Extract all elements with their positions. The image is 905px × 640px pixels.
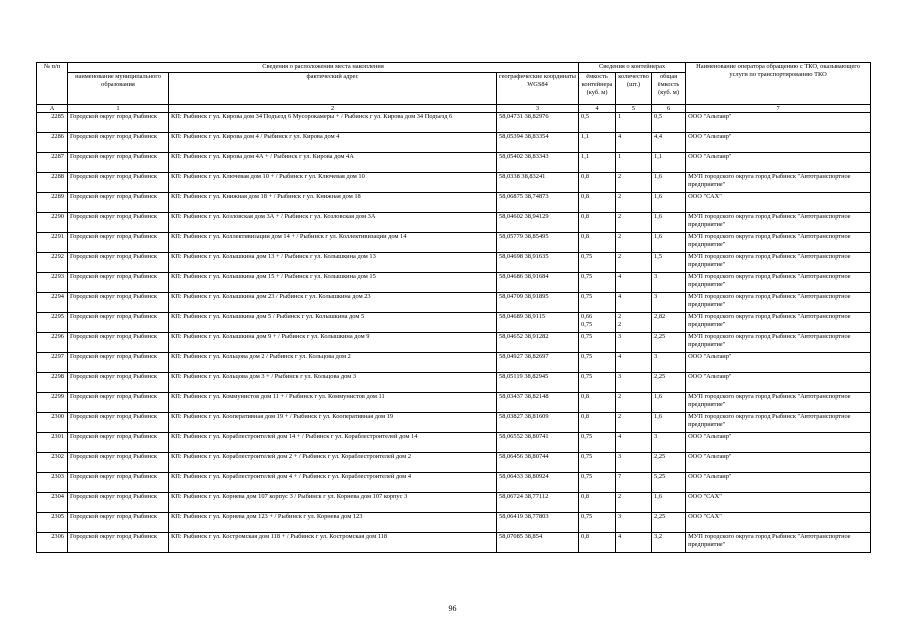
cell-coords: 58,04709 38,91895 <box>497 293 579 313</box>
cell-operator: МУП городского округа город Рыбинск "Автотранспортное предприятие" <box>686 213 871 233</box>
cell-quantity: 2 <box>616 393 652 413</box>
column-index: 7 <box>686 105 871 113</box>
cell-coords: 58,04602 38,94129 <box>497 213 579 233</box>
cell-total: 1,1 <box>652 153 686 173</box>
cell-coords: 58,05779 38,85495 <box>497 233 579 253</box>
table-row <box>37 493 871 513</box>
cell-capacity: 0,75 <box>579 253 616 273</box>
cell-coords: 58,04731 38,82976 <box>497 113 579 133</box>
cell-municipality: Городской округ город Рыбинск <box>68 273 169 293</box>
cell-coords: 58,03827 38,81609 <box>497 413 579 433</box>
table-row <box>37 533 871 553</box>
cell-coords: 58,06724 38,77112 <box>497 493 579 513</box>
cell-address: КП: Рыбинск г ул. Кольцова дом 3 + / Рыбинск г ул. Кольцова дом 3 <box>169 373 497 393</box>
table-row <box>37 253 871 273</box>
cell-operator: МУП городского округа город Рыбинск "Автотранспортное предприятие" <box>686 273 871 293</box>
cell-address: КП: Рыбинск г ул. Козловская дом 3А + / Рыбинск г ул. Козловская дом 3А <box>169 213 497 233</box>
table-row <box>37 273 871 293</box>
cell-total: 3 <box>652 273 686 293</box>
cell-operator: ООО "Альтаир" <box>686 113 871 133</box>
cell-coords: 58,06456 38,80744 <box>497 453 579 473</box>
header-total: общая ёмкость (куб. м) <box>652 73 686 105</box>
cell-coords: 58,06419 38,77803 <box>497 513 579 533</box>
cell-address: КП: Рыбинск г ул. Кольцова дом 2 / Рыбинск г ул. Кольцова дом 2 <box>169 353 497 373</box>
cell-capacity: 0,75 <box>579 513 616 533</box>
cell-total: 5,25 <box>652 473 686 493</box>
cell-total: 1,6 <box>652 233 686 253</box>
cell-capacity: 0,8 <box>579 413 616 433</box>
cell-address: КП: Рыбинск г ул. Ключевая дом 10 + / Рыбинск г ул. Ключевая дом 10 <box>169 173 497 193</box>
cell-number: 2305 <box>37 513 68 533</box>
cell-total: 0,5 <box>652 113 686 133</box>
cell-address: КП: Рыбинск г ул. Колышкина дом 9 + / Рыбинск г ул. Колышкина дом 9 <box>169 333 497 353</box>
cell-coords: 58,07085 38,854 <box>497 533 579 553</box>
cell-municipality: Городской округ город Рыбинск <box>68 353 169 373</box>
cell-municipality: Городской округ город Рыбинск <box>68 433 169 453</box>
column-index: 3 <box>497 105 579 113</box>
cell-total: 2,25 <box>652 333 686 353</box>
cell-number: 2303 <box>37 473 68 493</box>
cell-total: 1,6 <box>652 213 686 233</box>
cell-quantity: 4 <box>616 533 652 553</box>
header-capacity: ёмкость контейнера (куб. м) <box>579 73 616 105</box>
cell-quantity: 1 <box>616 153 652 173</box>
cell-quantity: 2 <box>616 233 652 253</box>
cell-address: КП: Рыбинск г ул. Кораблестроителей дом 2 + / Рыбинск г ул. Кораблестроителей дом 2 <box>169 453 497 473</box>
table-row <box>37 213 871 233</box>
cell-municipality: Городской округ город Рыбинск <box>68 153 169 173</box>
cell-operator: МУП городского округа город Рыбинск "Автотранспортное предприятие" <box>686 333 871 353</box>
cell-address: КП: Рыбинск г ул. Колышкина дом 15 + / Рыбинск г ул. Колышкина дом 15 <box>169 273 497 293</box>
cell-quantity: 3 <box>616 453 652 473</box>
column-index: 4 <box>579 105 616 113</box>
cell-capacity: 0,75 <box>579 333 616 353</box>
table-row <box>37 173 871 193</box>
header-location-group: Сведения о расположении места накопления <box>68 63 579 73</box>
cell-address: КП: Рыбинск г ул. Кирова дом 34 Подъезд 6 Мусорокамеры + / Рыбинск г ул. Кирова дом 34 Подъезд 6 <box>169 113 497 133</box>
cell-municipality: Городской округ город Рыбинск <box>68 373 169 393</box>
header-municipality: наименование муниципального образования <box>68 73 169 105</box>
cell-quantity: 2 2 <box>616 313 652 333</box>
table-row <box>37 333 871 353</box>
cell-municipality: Городской округ город Рыбинск <box>68 473 169 493</box>
cell-operator: ООО "Альтаир" <box>686 373 871 393</box>
cell-quantity: 3 <box>616 373 652 393</box>
cell-capacity: 1,1 <box>579 153 616 173</box>
cell-address: КП: Рыбинск г ул. Кораблестроителей дом 14 + / Рыбинск г ул. Кораблестроителей дом 14 <box>169 433 497 453</box>
cell-operator: ООО "САХ" <box>686 193 871 213</box>
cell-capacity: 0,8 <box>579 493 616 513</box>
cell-operator: ООО "Альтаир" <box>686 473 871 493</box>
cell-capacity: 0,75 <box>579 433 616 453</box>
cell-quantity: 2 <box>616 213 652 233</box>
header-coords: географические координаты WGS84 <box>497 73 579 105</box>
cell-capacity: 0,75 <box>579 453 616 473</box>
cell-number: 2297 <box>37 353 68 373</box>
cell-capacity: 0,8 <box>579 173 616 193</box>
cell-total: 1,6 <box>652 413 686 433</box>
cell-number: 2285 <box>37 113 68 133</box>
cell-municipality: Городской округ город Рыбинск <box>68 193 169 213</box>
cell-coords: 58,06875 38,74873 <box>497 193 579 213</box>
table-row <box>37 313 871 333</box>
cell-quantity: 4 <box>616 273 652 293</box>
cell-coords: 58,04698 38,91635 <box>497 253 579 273</box>
cell-number: 2299 <box>37 393 68 413</box>
header-address: фактический адрес <box>169 73 497 105</box>
cell-operator: МУП городского округа город Рыбинск "Автотранспортное предприятие" <box>686 313 871 333</box>
cell-operator: МУП городского округа город Рыбинск "Автотранспортное предприятие" <box>686 413 871 433</box>
cell-operator: МУП городского округа город Рыбинск "Автотранспортное предприятие" <box>686 393 871 413</box>
cell-number: 2294 <box>37 293 68 313</box>
header-number: № п/п <box>37 63 68 105</box>
cell-quantity: 4 <box>616 293 652 313</box>
table-header <box>37 63 871 113</box>
cell-quantity: 2 <box>616 193 652 213</box>
cell-number: 2295 <box>37 313 68 333</box>
cell-operator: МУП городского округа город Рыбинск "Автотранспортное предприятие" <box>686 173 871 193</box>
cell-total: 2,25 <box>652 513 686 533</box>
cell-address: КП: Рыбинск г ул. Корнева дом 123 + / Рыбинск г ул. Корнева дом 123 <box>169 513 497 533</box>
cell-quantity: 3 <box>616 333 652 353</box>
cell-coords: 58,06552 38,80741 <box>497 433 579 453</box>
cell-total: 3 <box>652 433 686 453</box>
cell-municipality: Городской округ город Рыбинск <box>68 313 169 333</box>
table-row <box>37 373 871 393</box>
cell-number: 2290 <box>37 213 68 233</box>
cell-municipality: Городской округ город Рыбинск <box>68 293 169 313</box>
cell-municipality: Городской округ город Рыбинск <box>68 233 169 253</box>
cell-municipality: Городской округ город Рыбинск <box>68 333 169 353</box>
cell-address: КП: Рыбинск г ул. Костромская дом 118 + / Рыбинск г ул. Костромская дом 118 <box>169 533 497 553</box>
cell-municipality: Городской округ город Рыбинск <box>68 533 169 553</box>
cell-number: 2304 <box>37 493 68 513</box>
cell-number: 2298 <box>37 373 68 393</box>
cell-coords: 58,04927 38,82697 <box>497 353 579 373</box>
table-row <box>37 413 871 433</box>
cell-address: КП: Рыбинск г ул. Кооперативная дом 19 + / Рыбинск г ул. Кооперативная дом 19 <box>169 413 497 433</box>
cell-operator: ООО "Альтаир" <box>686 453 871 473</box>
cell-quantity: 4 <box>616 353 652 373</box>
cell-municipality: Городской округ город Рыбинск <box>68 513 169 533</box>
header-quantity: количество (шт.) <box>616 73 652 105</box>
cell-total: 1,5 <box>652 253 686 273</box>
column-index: 5 <box>616 105 652 113</box>
cell-coords: 58,05119 38,82945 <box>497 373 579 393</box>
cell-municipality: Городской округ город Рыбинск <box>68 133 169 153</box>
cell-number: 2306 <box>37 533 68 553</box>
cell-total: 1,6 <box>652 393 686 413</box>
cell-address: КП: Рыбинск г ул. Книжная дом 18 + / Рыбинск г ул. Книжная дом 18 <box>169 193 497 213</box>
cell-quantity: 1 <box>616 113 652 133</box>
cell-capacity: 0,66 0,75 <box>579 313 616 333</box>
registry-table <box>36 62 871 553</box>
header-containers-group: Сведения о контейнерах <box>579 63 686 73</box>
table-row <box>37 433 871 453</box>
cell-address: КП: Рыбинск г ул. Коллективизации дом 14 + / Рыбинск г ул. Коллективизации дом 14 <box>169 233 497 253</box>
cell-quantity: 2 <box>616 493 652 513</box>
cell-operator: ООО "Альтаир" <box>686 133 871 153</box>
column-index: 2 <box>169 105 497 113</box>
cell-number: 2287 <box>37 153 68 173</box>
table-row <box>37 233 871 253</box>
cell-operator: МУП городского округа город Рыбинск "Автотранспортное предприятие" <box>686 253 871 273</box>
table-row <box>37 193 871 213</box>
cell-capacity: 0,8 <box>579 193 616 213</box>
cell-address: КП: Рыбинск г ул. Кирова дом 4 / Рыбинск г ул. Кирова дом 4 <box>169 133 497 153</box>
cell-address: КП: Рыбинск г ул. Колышкина дом 5 / Рыбинск г ул. Колышкина дом 5 <box>169 313 497 333</box>
cell-operator: ООО "САХ" <box>686 513 871 533</box>
cell-coords: 58,05402 38,83343 <box>497 153 579 173</box>
cell-quantity: 2 <box>616 253 652 273</box>
header-operator: Наименование оператора обращению с ТКО, оказывающего услуги по транспортированию ТКО <box>686 63 871 105</box>
table-row <box>37 293 871 313</box>
cell-total: 1,6 <box>652 173 686 193</box>
cell-operator: ООО "Альтаир" <box>686 153 871 173</box>
cell-capacity: 0,75 <box>579 293 616 313</box>
cell-municipality: Городской округ город Рыбинск <box>68 393 169 413</box>
cell-address: КП: Рыбинск г ул. Коммунистов дом 11 + / Рыбинск г ул. Коммунистов дом 11 <box>169 393 497 413</box>
cell-coords: 58,04652 38,91282 <box>497 333 579 353</box>
cell-total: 3 <box>652 293 686 313</box>
column-index: 6 <box>652 105 686 113</box>
cell-total: 2,25 <box>652 373 686 393</box>
cell-address: КП: Рыбинск г ул. Колышкина дом 23 / Рыбинск г ул. Колышкина дом 23 <box>169 293 497 313</box>
column-index: А <box>37 105 68 113</box>
cell-number: 2288 <box>37 173 68 193</box>
cell-capacity: 0,75 <box>579 273 616 293</box>
cell-number: 2301 <box>37 433 68 453</box>
table-row <box>37 153 871 173</box>
cell-total: 3 <box>652 353 686 373</box>
cell-quantity: 2 <box>616 413 652 433</box>
cell-quantity: 4 <box>616 433 652 453</box>
cell-coords: 58,04689 38,9115 <box>497 313 579 333</box>
cell-number: 2289 <box>37 193 68 213</box>
cell-operator: МУП городского округа город Рыбинск "Автотранспортное предприятие" <box>686 233 871 253</box>
cell-municipality: Городской округ город Рыбинск <box>68 253 169 273</box>
cell-operator: ООО "Альтаир" <box>686 353 871 373</box>
cell-operator: ООО "САХ" <box>686 493 871 513</box>
table-row <box>37 353 871 373</box>
cell-number: 2291 <box>37 233 68 253</box>
table-row <box>37 113 871 133</box>
cell-total: 1,6 <box>652 493 686 513</box>
cell-capacity: 0,75 <box>579 373 616 393</box>
table-body <box>37 113 871 553</box>
page-number: 96 <box>448 604 457 613</box>
column-index: 1 <box>68 105 169 113</box>
cell-quantity: 2 <box>616 173 652 193</box>
cell-total: 2,82 <box>652 313 686 333</box>
cell-municipality: Городской округ город Рыбинск <box>68 173 169 193</box>
cell-address: КП: Рыбинск г ул. Кирова дом 4А + / Рыбинск г ул. Кирова дом 4А <box>169 153 497 173</box>
table-row <box>37 453 871 473</box>
cell-coords: 58,04686 38,91684 <box>497 273 579 293</box>
cell-capacity: 1,1 <box>579 133 616 153</box>
cell-municipality: Городской округ город Рыбинск <box>68 213 169 233</box>
cell-quantity: 7 <box>616 473 652 493</box>
cell-municipality: Городской округ город Рыбинск <box>68 413 169 433</box>
cell-coords: 58,0338 38,83241 <box>497 173 579 193</box>
cell-municipality: Городской округ город Рыбинск <box>68 493 169 513</box>
cell-coords: 58,03437 38,82148 <box>497 393 579 413</box>
cell-total: 2,25 <box>652 453 686 473</box>
table-row <box>37 513 871 533</box>
cell-total: 3,2 <box>652 533 686 553</box>
cell-capacity: 0,8 <box>579 533 616 553</box>
cell-number: 2302 <box>37 453 68 473</box>
cell-number: 2300 <box>37 413 68 433</box>
cell-address: КП: Рыбинск г ул. Кораблестроителей дом 4 + / Рыбинск г ул. Кораблестроителей дом 4 <box>169 473 497 493</box>
cell-address: КП: Рыбинск г ул. Колышкина дом 13 + / Рыбинск г ул. Колышкина дом 13 <box>169 253 497 273</box>
cell-capacity: 0,8 <box>579 393 616 413</box>
cell-total: 4,4 <box>652 133 686 153</box>
cell-capacity: 0,8 <box>579 213 616 233</box>
table-row <box>37 393 871 413</box>
table-row <box>37 133 871 153</box>
cell-operator: МУП городского округа город Рыбинск "Автотранспортное предприятие" <box>686 293 871 313</box>
cell-operator: ООО "Альтаир" <box>686 433 871 453</box>
cell-operator: МУП городского округа город Рыбинск "Автотранспортное предприятие" <box>686 533 871 553</box>
cell-capacity: 0,5 <box>579 113 616 133</box>
cell-number: 2293 <box>37 273 68 293</box>
cell-coords: 58,06433 38,80924 <box>497 473 579 493</box>
cell-coords: 58,05394 38,83354 <box>497 133 579 153</box>
cell-municipality: Городской округ город Рыбинск <box>68 453 169 473</box>
cell-municipality: Городской округ город Рыбинск <box>68 113 169 133</box>
cell-quantity: 3 <box>616 513 652 533</box>
table-row <box>37 473 871 493</box>
cell-quantity: 4 <box>616 133 652 153</box>
cell-capacity: 0,8 <box>579 233 616 253</box>
cell-number: 2292 <box>37 253 68 273</box>
cell-address: КП: Рыбинск г ул. Корнева дом 107 корпус 3 / Рыбинск г ул. Корнева дом 107 корпус 3 <box>169 493 497 513</box>
cell-number: 2286 <box>37 133 68 153</box>
cell-capacity: 0,75 <box>579 473 616 493</box>
cell-number: 2296 <box>37 333 68 353</box>
cell-total: 1,6 <box>652 193 686 213</box>
cell-capacity: 0,75 <box>579 353 616 373</box>
column-index-row <box>37 105 871 113</box>
